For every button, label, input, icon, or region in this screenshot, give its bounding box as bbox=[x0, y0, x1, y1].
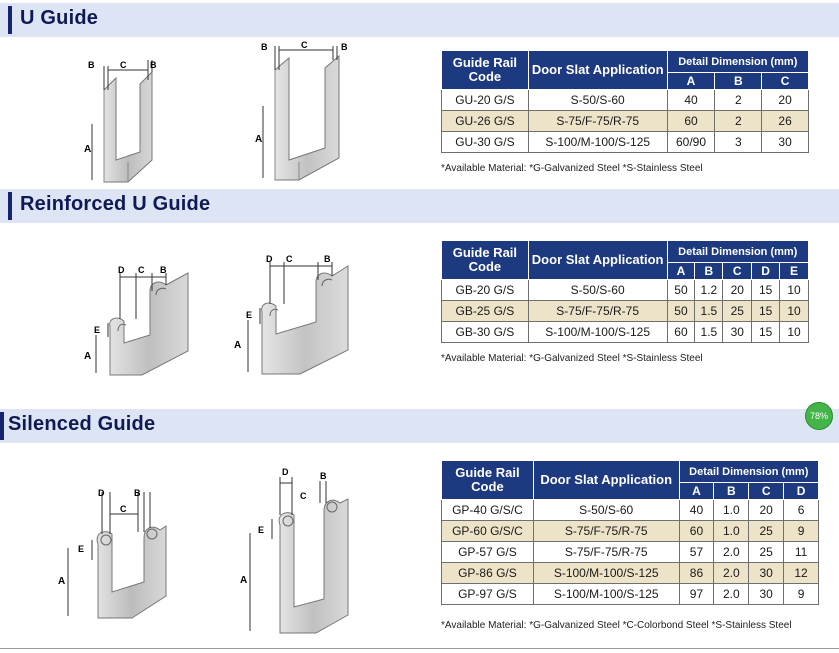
table-row bbox=[442, 584, 819, 605]
table-cell: 97 bbox=[679, 584, 714, 605]
table-cell: 15 bbox=[752, 301, 780, 322]
table-cell: 40 bbox=[679, 500, 714, 521]
table-row bbox=[442, 301, 809, 322]
table-cell: 2.0 bbox=[714, 542, 749, 563]
dim-label-e: E bbox=[258, 525, 265, 535]
u-guide-drawing-large bbox=[245, 40, 365, 190]
header-detail-dimension: Detail Dimension (mm) bbox=[679, 461, 818, 483]
table-cell: 50 bbox=[667, 280, 695, 301]
table-cell: GB-25 G/S bbox=[442, 301, 529, 322]
dim-label-e: E bbox=[78, 544, 85, 554]
table-cell: S-50/S-60 bbox=[528, 280, 667, 301]
header-dim-a: A bbox=[667, 263, 695, 280]
divider bbox=[0, 648, 839, 649]
table-cell: 15 bbox=[752, 322, 780, 343]
zoom-badge[interactable]: 78% bbox=[805, 402, 833, 430]
table-cell: 20 bbox=[762, 90, 809, 111]
table-row bbox=[442, 542, 819, 563]
table-cell: 2 bbox=[715, 90, 762, 111]
table-cell: 2 bbox=[715, 111, 762, 132]
header-dim-c: C bbox=[749, 483, 784, 500]
dim-label-a: A bbox=[255, 134, 263, 145]
table-cell: 3 bbox=[715, 132, 762, 153]
table-cell: GB-30 G/S bbox=[442, 322, 529, 343]
header-detail-dimension: Detail Dimension (mm) bbox=[667, 51, 808, 73]
table-cell: 50 bbox=[667, 301, 695, 322]
table-cell: 30 bbox=[723, 322, 752, 343]
table-cell: 60 bbox=[667, 111, 715, 132]
material-note: *Available Material: *G-Galvanized Steel *C-Colorbond Steel *S-Stainless Steel bbox=[441, 620, 792, 631]
table-cell: 1.5 bbox=[695, 322, 723, 343]
dim-label-b2: B bbox=[341, 42, 348, 52]
table-row bbox=[442, 521, 819, 542]
dim-label-b: B bbox=[134, 488, 141, 498]
table-cell: 30 bbox=[762, 132, 809, 153]
table-cell: GP-86 G/S bbox=[442, 563, 534, 584]
table-cell: S-100/M-100/S-125 bbox=[528, 322, 667, 343]
table-cell: S-50/S-60 bbox=[533, 500, 679, 521]
header-door-slat-application: Door Slat Application bbox=[528, 241, 667, 280]
table-cell: GP-40 G/S/C bbox=[442, 500, 534, 521]
section-accent-bar bbox=[8, 6, 12, 34]
table-cell: 60/90 bbox=[667, 132, 715, 153]
header-guide-rail-code: Guide Rail Code bbox=[442, 51, 529, 90]
table-cell: 6 bbox=[784, 500, 819, 521]
section-title: Silenced Guide bbox=[8, 413, 156, 435]
reinforced-guide-drawing-large bbox=[220, 250, 360, 380]
section-accent-bar bbox=[8, 192, 12, 220]
table-row bbox=[442, 132, 809, 153]
table-cell: 2.0 bbox=[714, 563, 749, 584]
header-dim-e: E bbox=[780, 263, 809, 280]
dim-label-a: A bbox=[84, 351, 92, 362]
table-cell: 57 bbox=[679, 542, 714, 563]
u-guide-spec-table bbox=[441, 50, 809, 153]
header-door-slat-application: Door Slat Application bbox=[533, 461, 679, 500]
table-cell: 15 bbox=[752, 280, 780, 301]
table-cell: 60 bbox=[679, 521, 714, 542]
dim-label-d: D bbox=[282, 467, 289, 477]
material-note: *Available Material: *G-Galvanized Steel *S-Stainless Steel bbox=[441, 353, 703, 364]
dim-label-b: B bbox=[261, 42, 268, 52]
dim-label-a: A bbox=[240, 575, 248, 586]
section-title: U Guide bbox=[20, 7, 99, 29]
table-row bbox=[442, 280, 809, 301]
header-dim-d: D bbox=[784, 483, 819, 500]
dim-label-c: C bbox=[138, 265, 145, 275]
u-guide-drawing-small bbox=[70, 40, 200, 190]
table-cell: 26 bbox=[762, 111, 809, 132]
table-cell: 10 bbox=[780, 322, 809, 343]
table-cell: 1.0 bbox=[714, 500, 749, 521]
table-cell: GP-57 G/S bbox=[442, 542, 534, 563]
dim-label-d: D bbox=[118, 265, 125, 275]
header-detail-dimension: Detail Dimension (mm) bbox=[667, 241, 808, 263]
table-cell: S-75/F-75/R-75 bbox=[533, 521, 679, 542]
table-row bbox=[442, 563, 819, 584]
table-cell: 25 bbox=[749, 542, 784, 563]
header-dim-b: B bbox=[715, 73, 762, 90]
table-cell: 11 bbox=[784, 542, 819, 563]
table-cell: 9 bbox=[784, 584, 819, 605]
dim-label-b: B bbox=[160, 265, 167, 275]
header-dim-b: B bbox=[714, 483, 749, 500]
dim-label-d: D bbox=[266, 254, 273, 264]
dim-label-c: C bbox=[300, 491, 307, 501]
silenced-guide-spec-table bbox=[441, 460, 819, 605]
dim-label-a: A bbox=[58, 576, 66, 587]
table-cell: 1.0 bbox=[714, 521, 749, 542]
header-dim-b: B bbox=[695, 263, 723, 280]
table-cell: GP-60 G/S/C bbox=[442, 521, 534, 542]
table-cell: 30 bbox=[749, 584, 784, 605]
table-cell: 1.5 bbox=[695, 301, 723, 322]
table-cell: 40 bbox=[667, 90, 715, 111]
table-cell: 12 bbox=[784, 563, 819, 584]
reinforced-guide-drawing-small bbox=[70, 255, 200, 380]
section-title: Reinforced U Guide bbox=[20, 193, 211, 215]
dim-label-e: E bbox=[94, 325, 101, 335]
dim-label-c: C bbox=[286, 254, 293, 264]
header-dim-c: C bbox=[762, 73, 809, 90]
dim-label-a: A bbox=[234, 340, 242, 351]
dim-label-c: C bbox=[120, 60, 127, 70]
table-cell: 60 bbox=[667, 322, 695, 343]
table-cell: S-75/F-75/R-75 bbox=[533, 542, 679, 563]
section-accent-bar bbox=[0, 412, 4, 440]
table-cell: S-100/M-100/S-125 bbox=[533, 563, 679, 584]
header-dim-c: C bbox=[723, 263, 752, 280]
table-cell: 10 bbox=[780, 280, 809, 301]
reinforced-guide-spec-table bbox=[441, 240, 809, 343]
table-cell: GU-30 G/S bbox=[442, 132, 529, 153]
table-cell: 86 bbox=[679, 563, 714, 584]
table-cell: 10 bbox=[780, 301, 809, 322]
table-cell: 1.2 bbox=[695, 280, 723, 301]
table-cell: 25 bbox=[749, 521, 784, 542]
table-cell: S-50/S-60 bbox=[528, 90, 667, 111]
table-cell: 20 bbox=[723, 280, 752, 301]
table-cell: 20 bbox=[749, 500, 784, 521]
dim-label-a: A bbox=[84, 144, 92, 155]
dim-label-c: C bbox=[301, 40, 308, 50]
table-cell: S-75/F-75/R-75 bbox=[528, 301, 667, 322]
table-cell: GU-26 G/S bbox=[442, 111, 529, 132]
table-cell: 30 bbox=[749, 563, 784, 584]
table-cell: S-75/F-75/R-75 bbox=[528, 111, 667, 132]
silenced-guide-drawing-large bbox=[228, 463, 368, 638]
dim-label-b: B bbox=[324, 254, 331, 264]
table-row bbox=[442, 90, 809, 111]
silenced-guide-drawing-small bbox=[48, 478, 188, 628]
dim-label-b: B bbox=[88, 60, 95, 70]
section-header-u-guide bbox=[0, 3, 839, 37]
header-guide-rail-code: Guide Rail Code bbox=[442, 241, 529, 280]
table-cell: 9 bbox=[784, 521, 819, 542]
table-row bbox=[442, 111, 809, 132]
table-cell: GB-20 G/S bbox=[442, 280, 529, 301]
table-cell: GU-20 G/S bbox=[442, 90, 529, 111]
table-cell: 2.0 bbox=[714, 584, 749, 605]
section-header-reinforced-u-guide bbox=[0, 189, 839, 223]
table-row bbox=[442, 500, 819, 521]
header-door-slat-application: Door Slat Application bbox=[528, 51, 667, 90]
header-dim-a: A bbox=[679, 483, 714, 500]
header-guide-rail-code: Guide Rail Code bbox=[442, 461, 534, 500]
table-cell: S-100/M-100/S-125 bbox=[533, 584, 679, 605]
table-row bbox=[442, 322, 809, 343]
dim-label-b: B bbox=[320, 471, 327, 481]
header-dim-d: D bbox=[752, 263, 780, 280]
section-header-silenced-guide bbox=[0, 409, 839, 443]
header-dim-a: A bbox=[667, 73, 715, 90]
dim-label-d: D bbox=[98, 488, 105, 498]
table-cell: S-100/M-100/S-125 bbox=[528, 132, 667, 153]
material-note: *Available Material: *G-Galvanized Steel *S-Stainless Steel bbox=[441, 163, 703, 174]
dim-label-b2: B bbox=[150, 60, 157, 70]
table-cell: GP-97 G/S bbox=[442, 584, 534, 605]
table-cell: 25 bbox=[723, 301, 752, 322]
dim-label-c: C bbox=[120, 504, 127, 514]
dim-label-e: E bbox=[246, 310, 253, 320]
